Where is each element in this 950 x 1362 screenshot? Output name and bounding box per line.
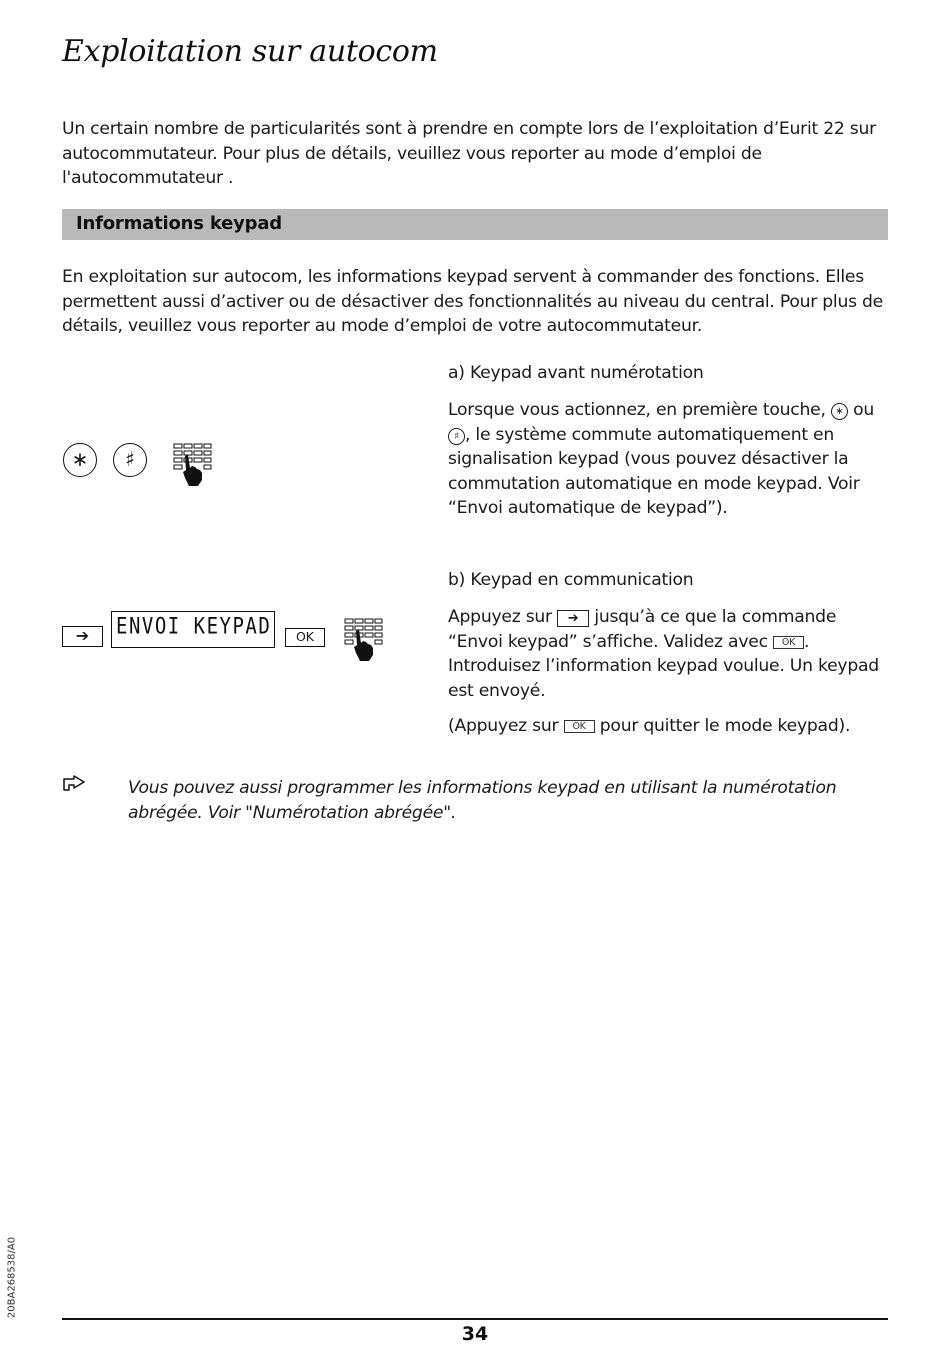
step-b-note-part: (Appuyez sur xyxy=(448,716,559,736)
step-a-heading: a) Keypad avant numérotation xyxy=(448,363,704,383)
hand-pointer-icon xyxy=(62,774,88,794)
step-a-text-part: Lorsque vous actionnez, en première touche, xyxy=(448,400,826,420)
hash-key-inline-icon: ♯ xyxy=(448,428,465,445)
display-screen xyxy=(111,611,275,648)
ok-key-icon: OK xyxy=(285,628,325,647)
page-title: Exploitation sur autocom xyxy=(62,34,438,69)
page-number: 34 xyxy=(461,1323,489,1345)
step-b-note-part: pour quitter le mode keypad). xyxy=(599,716,851,736)
step-b-note xyxy=(448,714,893,739)
star-key-inline-icon: ∗ xyxy=(831,403,848,420)
section-intro-paragraph: En exploitation sur autocom, les informations keypad servent à commander des fonctions. Elles permettent aussi d’activer ou de désactiver des fonctionnalités au niveau du central. Pour plus de détails, veuillez vous reporter au mode d’emploi de votre autocommutateur. xyxy=(62,267,883,336)
arrow-key-inline-icon: ➔ xyxy=(557,610,589,627)
intro-paragraph: Un certain nombre de particularités sont à prendre en compte lors de l’exploitation d’Eurit 22 sur autocommutateur. Pour plus de détails, veuillez vous reporter au mode d’emploi de l'autocommutateur . xyxy=(62,119,876,188)
step-b-text-part: jusqu’à ce que la commande “Envoi keypad” s’affiche. Validez avec xyxy=(448,607,837,652)
footer-divider xyxy=(62,1318,888,1320)
note-text: Vous pouvez aussi programmer les informations keypad en utilisant la numérotation abrégée. Voir "Numérotation abrégée". xyxy=(128,778,837,823)
step-b-text-part: Appuyez sur xyxy=(448,607,552,627)
star-key-icon: ∗ xyxy=(63,443,97,477)
arrow-key-icon: ➔ xyxy=(62,626,103,647)
step-a-text-part: , le système commute automatiquement en signalisation keypad (vous pouvez désactiver la commutation automatique en mode keypad. Voir “Envoi automatique de keypad”). xyxy=(448,424,860,518)
display-text: ENVOI KEYPAD xyxy=(116,614,272,640)
document-code: 20BA268538/A0 xyxy=(6,1236,18,1319)
step-b-text xyxy=(448,605,893,703)
section-title: Informations keypad xyxy=(76,213,282,234)
step-a-text-part: ou xyxy=(853,400,875,420)
section-header xyxy=(62,209,888,240)
step-b-heading: b) Keypad en communication xyxy=(448,570,694,590)
ok-key-inline-icon: OK xyxy=(564,720,595,733)
ok-key-inline-icon: OK xyxy=(773,636,804,649)
step-b-text-part: . Introduisez l’information keypad voulue. Un keypad est envoyé. xyxy=(448,631,879,701)
step-a-text xyxy=(448,398,893,521)
keypad-hand-icon xyxy=(342,617,386,663)
hash-key-icon: ♯ xyxy=(113,443,147,477)
keypad-hand-icon xyxy=(171,442,215,488)
